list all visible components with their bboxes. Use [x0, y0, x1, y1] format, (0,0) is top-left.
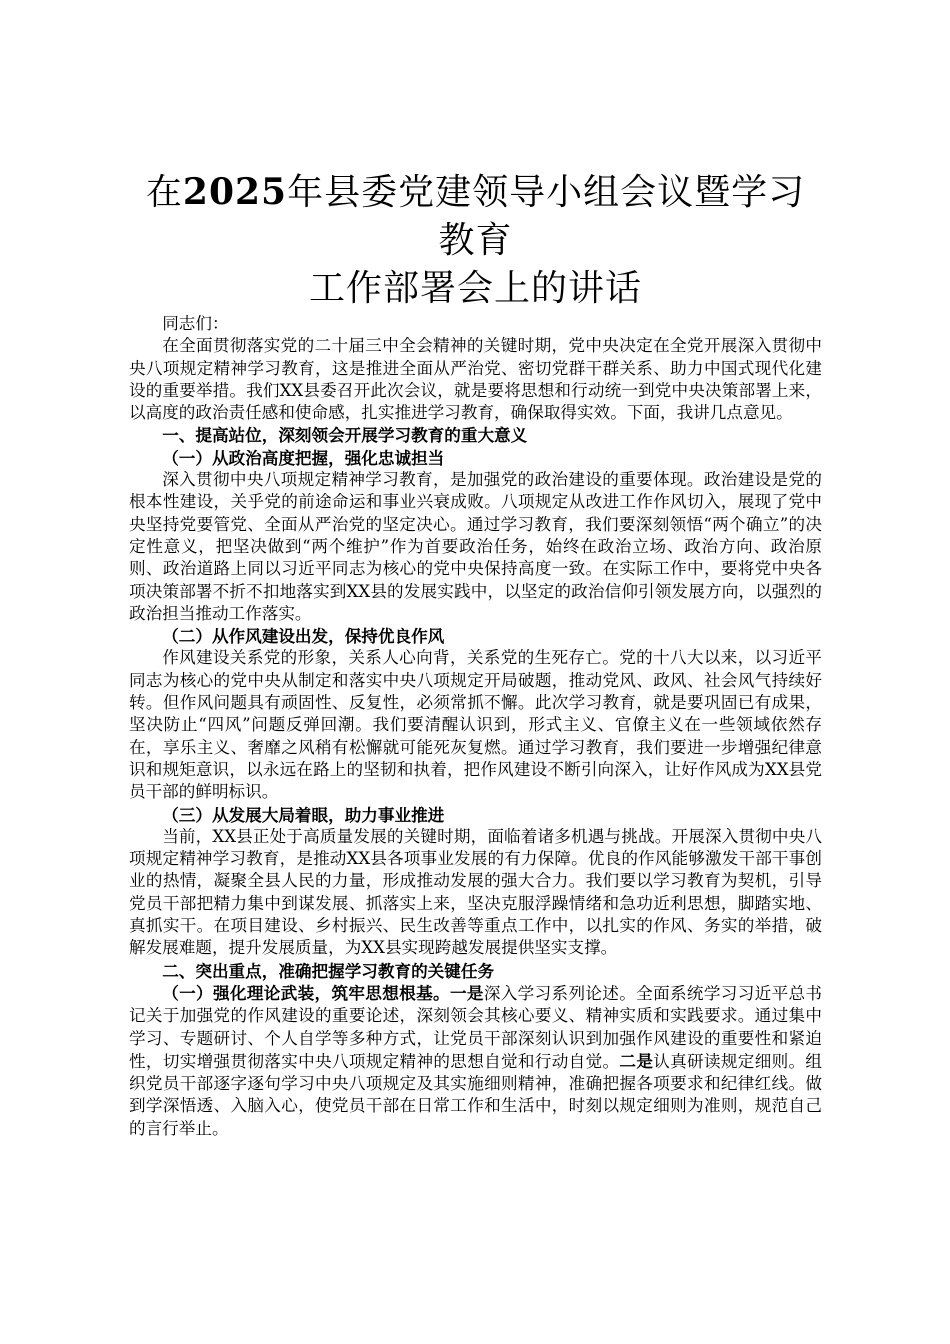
section1-sub2-heading: （二）从作风建设出发，保持优良作风: [162, 626, 445, 647]
section1-sub1-heading: （一）从政治高度把握，强化忠诚担当: [162, 447, 445, 468]
section2-heading: 二、突出重点，准确把握学习教育的关键任务: [162, 960, 495, 981]
section2-sub1-second-text: 认真研读规定细则。组织党员干部逐字逐句学习中央八项规定及其实施细则精神，准确把握各项要求和纪律红线。做到学深悟透、入脑入心，使党员干部在日常工作和生活中，时刻以规定细则为准则，规范自己的言行举止。: [129, 1051, 823, 1138]
section1-sub1-paragraph: 深入贯彻中央八项规定精神学习教育，是加强党的政治建设的重要体现。政治建设是党的根本性建设，关乎党的前途命运和事业兴衰成败。八项规定从改进工作作风切入，展现了党中央坚持党要管党、全面从严治党的坚定决心。通过学习教育，我们要深刻领悟“两个确立”的决定性意义，把坚决做到“两个维护”作为首要政治任务，始终在政治立场、政治方向、政治原则、政治道路上同以习近平同志为核心的党中央保持高度一致。在实际工作中，要将党中央各项决策部署不折不扣地落实到XX县的发展实践中，以坚定的政治信仰引领发展方向，以强烈的政治担当推动工作落实。: [129, 470, 822, 623]
section1-sub3-heading: （三）从发展大局着眼，助力事业推进: [162, 804, 445, 825]
title-line1-rest: 年县委党建领导小组会议暨学习教育: [287, 172, 806, 261]
title-line2: 工作部署会上的讲话: [308, 268, 642, 309]
section2-sub1-first-text: 深入学习系列论述。全面系统学习习近平总书记关于加强党的作风建设的重要论述，深刻领会其核心要义、精神实质和实践要求。通过集中学习、专题研讨、个人自学等多种方式，让党员干部深刻认识到加强作风建设的重要性和紧迫性，切实增强贯彻落实中央八项规定精神的思想自觉和行动自觉。: [129, 983, 823, 1071]
title-year: 2025: [182, 171, 288, 213]
section1-sub2-paragraph: 作风建设关系党的形象，关系人心向背，关系党的生死存亡。党的十八大以来，以习近平同志为核心的党中央从制定和落实中央八项规定开局破题，推动党风、政风、社会风气持续好转。但作风问题具有顽固性、反复性，必须常抓不懈。此次学习教育，就是要巩固已有成果，坚决防止“四风”问题反弹回潮。我们要清醒认识到，形式主义、官僚主义在一些领域依然存在，享乐主义、奢靡之风稍有松懈就可能死灰复燃。通过学习教育，我们要进一步增强纪律意识和规矩意识，以永远在路上的坚韧和执着，把作风建设不断引向深入，让好作风成为XX县党员干部的鲜明标识。: [129, 648, 822, 802]
title-prefix: 在: [145, 172, 183, 213]
section2-sub1-paragraph: [129, 982, 822, 1140]
section1-sub3-paragraph: 当前，XX县正处于高质量发展的关键时期，面临着诸多机遇与挑战。开展深入贯彻中央八项规定精神学习教育，是推动XX县各项事业发展的有力保障。优良的作风能够激发干部干事创业的热情，凝聚全县人民的力量，形成推动发展的强大合力。我们要以学习教育为契机，引导党员干部把精力集中到谋发展、抓落实上来，坚决克服浮躁情绪和急功近利思想，脚踏实地、真抓实干。在项目建设、乡村振兴、民生改善等重点工作中，以扎实的作风、务实的举措，破解发展难题，提升发展质量，为XX县实现跨越发展提供坚实支撑。: [129, 826, 822, 958]
section2-sub1-first-label: 一是: [449, 982, 484, 1003]
document-page: [129, 168, 822, 1140]
document-title: [129, 168, 822, 313]
section1-heading: 一、提高站位，深刻领会开展学习教育的重大意义: [162, 425, 528, 446]
salutation: 同志们：: [162, 314, 229, 333]
intro-paragraph: 在全面贯彻落实党的二十届三中全会精神的关键时期，党中央决定在全党开展深入贯彻中央八项规定精神学习教育，这是推进全面从严治党、密切党群干群关系、助力中国式现代化建设的重要举措。我们XX县委召开此次会议，就是要将思想和行动统一到党中央决策部署上来，以高度的政治责任感和使命感，扎实推进学习教育，确保取得实效。下面，我讲几点意见。: [129, 336, 822, 423]
section2-sub1-heading: （一）强化理论武装，筑牢思想根基。: [162, 982, 450, 1003]
section2-sub1-second-label: 二是: [619, 1050, 654, 1071]
